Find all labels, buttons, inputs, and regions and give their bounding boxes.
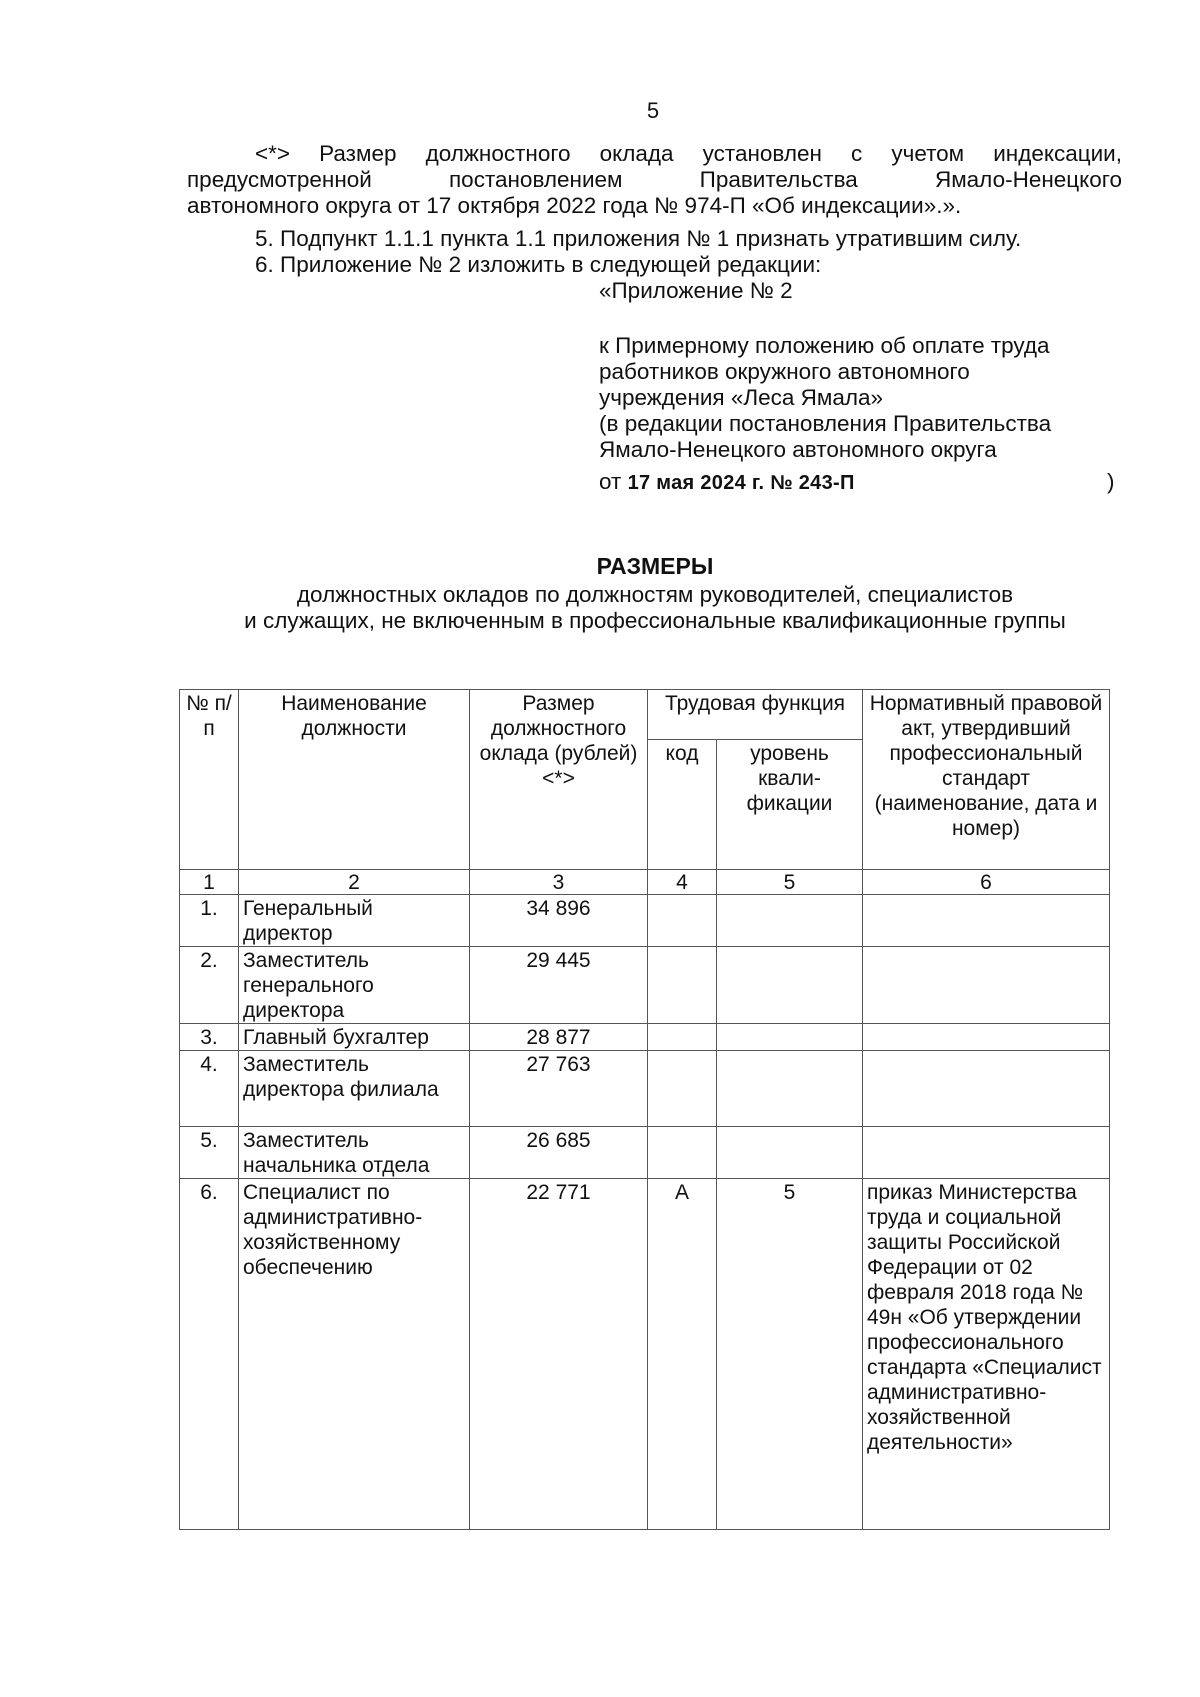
row-num: 5. [180,1127,239,1179]
table-row [180,1179,1110,1530]
resolution-date-number: 17 мая 2024 г. № 243-П [627,472,855,494]
closing-parenthesis: ) [1107,469,1115,494]
row-num: 3. [180,1024,239,1051]
table-heading-title: РАЗМЕРЫ [596,553,714,579]
footnote-line: предусмотренной постановлением Правительства Ямало-Ненецкого [187,167,1122,192]
table-row [180,1127,1110,1179]
row-code [648,1127,717,1179]
header-level: уровень квали-фикации [717,740,863,870]
salary-table [179,689,1110,1530]
row-level [717,895,863,947]
subtitle-line: должностных окладов по должностям руководителей, специалистов [296,582,1014,607]
row-act [863,895,1110,947]
appendix-line: работников окружного автономного [599,359,970,384]
header-name: Наименование должности [239,690,470,870]
row-level: 5 [717,1179,863,1530]
header-labor-function: Трудовая функция [648,690,863,740]
row-salary: 34 896 [470,895,648,947]
table-heading-subtitle [170,582,1140,634]
row-level [717,1051,863,1127]
footnote-line: автономного округа от 17 октября 2022 года № 974-П «Об индексации».». [187,193,962,218]
row-num: 4. [180,1051,239,1127]
page-number: 5 [646,98,660,123]
row-num: 1. [180,895,239,947]
row-code [648,947,717,1024]
table-row [180,1051,1110,1127]
table-header-row [180,690,1110,740]
row-code [648,1051,717,1127]
row-name: Главный бухгалтер [239,1024,470,1051]
row-name: Заместитель директора филиала [239,1051,470,1127]
date-prefix: от [599,469,622,494]
row-num: 6. [180,1179,239,1530]
appendix-title: «Приложение № 2 [599,278,793,303]
appendix-line: (в редакции постановления Правительства [599,411,1052,436]
column-number: 5 [717,870,863,895]
row-code: А [648,1179,717,1530]
appendix-line: к Примерному положению об оплате труда [599,333,1050,358]
appendix-line: Ямало-Ненецкого автономного округа [599,437,997,462]
column-number: 6 [863,870,1110,895]
row-name: Заместитель генерального директора [239,947,470,1024]
row-salary: 26 685 [470,1127,648,1179]
row-code [648,895,717,947]
row-salary: 29 445 [470,947,648,1024]
row-code [648,1024,717,1051]
row-act [863,1127,1110,1179]
row-salary: 27 763 [470,1051,648,1127]
header-num: № п/п [180,690,239,870]
appendix-line: учреждения «Леса Ямала» [599,385,884,410]
column-number: 2 [239,870,470,895]
header-salary: Размер должностного оклада (рублей)<*> [470,690,648,870]
item-5-paragraph: 5. Подпункт 1.1.1 пункта 1.1 приложения № 1 признать утратившим силу. [255,226,1022,251]
column-number: 1 [180,870,239,895]
appendix-caption [599,333,1119,463]
row-name: Заместитель начальника отдела [239,1127,470,1179]
row-act [863,1051,1110,1127]
footnote-line: <*> Размер должностного оклада установлен с учетом индексации, [255,141,1122,166]
subtitle-line: и служащих, не включенным в профессиональные квалификационные группы [244,608,1066,633]
row-level [717,1024,863,1051]
appendix-date [599,469,1119,496]
table-row [180,895,1110,947]
row-name: Специалист по административно-хозяйственному обеспечению [239,1179,470,1530]
row-level [717,1127,863,1179]
footnote-paragraph [187,141,1122,219]
column-number: 4 [648,870,717,895]
row-act [863,947,1110,1024]
row-act: приказ Министерства труда и социальной защиты Российской Федерации от 02 февраля 2018 года № 49н «Об утверждении профессионального стандарта «Специалист административно-хозяйственной деятельности» [863,1179,1110,1530]
header-code: код [648,740,717,870]
item-6-paragraph: 6. Приложение № 2 изложить в следующей редакции: [255,252,822,277]
row-salary: 22 771 [470,1179,648,1530]
row-num: 2. [180,947,239,1024]
row-act [863,1024,1110,1051]
column-number-row [180,870,1110,895]
row-level [717,947,863,1024]
row-salary: 28 877 [470,1024,648,1051]
header-act: Нормативный правовой акт, утвердивший профессиональный стандарт (наименование, дата и номер) [863,690,1110,870]
row-name: Генеральный директор [239,895,470,947]
table-row [180,1024,1110,1051]
table-row [180,947,1110,1024]
column-number: 3 [470,870,648,895]
